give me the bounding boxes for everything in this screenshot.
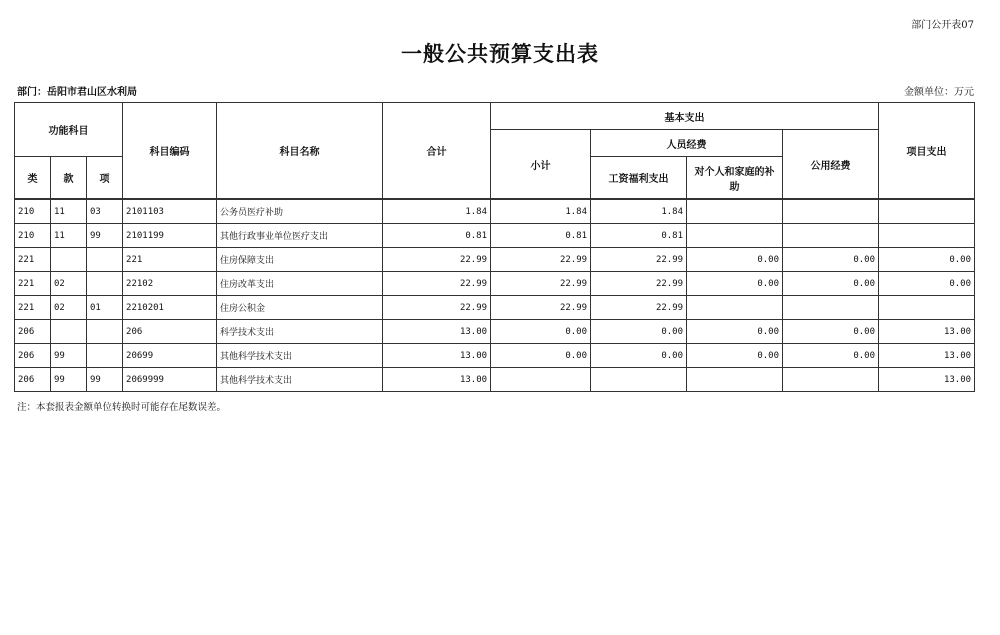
- cell-total: 1.84: [383, 200, 491, 224]
- cell-family: 0.00: [687, 320, 783, 344]
- cell-public: 0.00: [783, 248, 879, 272]
- header-xiang: 项: [87, 157, 123, 199]
- cell-family: [687, 296, 783, 320]
- cell-project: [879, 224, 975, 248]
- table-row: [15, 224, 975, 248]
- cell-public: [783, 368, 879, 392]
- cell-code: 2069999: [123, 368, 217, 392]
- cell-project: 0.00: [879, 272, 975, 296]
- header-kuan: 款: [51, 157, 87, 199]
- cell-kuan: 99: [51, 368, 87, 392]
- cell-total: 13.00: [383, 368, 491, 392]
- cell-xiang: 99: [87, 224, 123, 248]
- cell-project: 0.00: [879, 248, 975, 272]
- cell-subtotal: 22.99: [491, 272, 591, 296]
- cell-name: 其他科学技术支出: [217, 344, 383, 368]
- cell-wages: 22.99: [591, 296, 687, 320]
- cell-project: [879, 200, 975, 224]
- cell-code: 2101199: [123, 224, 217, 248]
- cell-kuan: [51, 320, 87, 344]
- cell-wages: 1.84: [591, 200, 687, 224]
- cell-subtotal: 22.99: [491, 296, 591, 320]
- table-row: [15, 272, 975, 296]
- cell-public: [783, 200, 879, 224]
- cell-class: 210: [15, 200, 51, 224]
- cell-subtotal: 22.99: [491, 248, 591, 272]
- header-subtotal: 小计: [491, 130, 591, 199]
- header-func-subject: 功能科目: [15, 103, 123, 157]
- cell-subtotal: 1.84: [491, 200, 591, 224]
- cell-code: 22102: [123, 272, 217, 296]
- cell-class: 221: [15, 272, 51, 296]
- cell-code: 2101103: [123, 200, 217, 224]
- cell-public: 0.00: [783, 320, 879, 344]
- cell-subtotal: 0.00: [491, 320, 591, 344]
- cell-family: [687, 200, 783, 224]
- cell-kuan: [51, 248, 87, 272]
- cell-project: 13.00: [879, 320, 975, 344]
- cell-total: 22.99: [383, 272, 491, 296]
- header-personnel: 人员经费: [591, 130, 783, 157]
- table-row: [15, 368, 975, 392]
- cell-total: 0.81: [383, 224, 491, 248]
- cell-kuan: 99: [51, 344, 87, 368]
- budget-table: [14, 102, 975, 392]
- cell-xiang: [87, 272, 123, 296]
- table-row: [15, 248, 975, 272]
- form-code: 部门公开表07: [911, 20, 974, 31]
- cell-xiang: [87, 320, 123, 344]
- cell-project: 13.00: [879, 368, 975, 392]
- cell-project: 13.00: [879, 344, 975, 368]
- cell-code: 20699: [123, 344, 217, 368]
- cell-public: 0.00: [783, 272, 879, 296]
- cell-wages: 22.99: [591, 272, 687, 296]
- cell-wages: 22.99: [591, 248, 687, 272]
- cell-code: 2210201: [123, 296, 217, 320]
- cell-name: 住房公积金: [217, 296, 383, 320]
- cell-kuan: 11: [51, 224, 87, 248]
- cell-name: 其他行政事业单位医疗支出: [217, 224, 383, 248]
- cell-project: [879, 296, 975, 320]
- cell-kuan: 02: [51, 296, 87, 320]
- cell-family: [687, 224, 783, 248]
- header-public: 公用经费: [783, 130, 879, 199]
- cell-kuan: 02: [51, 272, 87, 296]
- cell-wages: [591, 368, 687, 392]
- cell-code: 206: [123, 320, 217, 344]
- cell-wages: 0.00: [591, 320, 687, 344]
- header-basic: 基本支出: [491, 103, 879, 130]
- header-name: 科目名称: [217, 103, 383, 199]
- cell-class: 206: [15, 368, 51, 392]
- cell-class: 221: [15, 248, 51, 272]
- header-total: 合计: [383, 103, 491, 199]
- cell-code: 221: [123, 248, 217, 272]
- cell-total: 13.00: [383, 344, 491, 368]
- cell-family: 0.00: [687, 344, 783, 368]
- cell-total: 13.00: [383, 320, 491, 344]
- footnote: 注：本套报表金额单位转换时可能存在尾数误差。: [17, 402, 227, 413]
- cell-kuan: 11: [51, 200, 87, 224]
- cell-class: 206: [15, 344, 51, 368]
- amount-unit-label: 金额单位：万元: [904, 87, 974, 98]
- table-row: [15, 200, 975, 224]
- cell-public: 0.00: [783, 344, 879, 368]
- cell-xiang: [87, 344, 123, 368]
- cell-total: 22.99: [383, 296, 491, 320]
- header-class: 类: [15, 157, 51, 199]
- department-label: 部门：岳阳市君山区水利局: [17, 87, 137, 98]
- cell-public: [783, 296, 879, 320]
- cell-total: 22.99: [383, 248, 491, 272]
- cell-xiang: 99: [87, 368, 123, 392]
- cell-name: 住房改革支出: [217, 272, 383, 296]
- cell-class: 221: [15, 296, 51, 320]
- cell-xiang: 03: [87, 200, 123, 224]
- table-row: [15, 344, 975, 368]
- header-family: 对个人和家庭的补助: [687, 157, 783, 199]
- cell-family: [687, 368, 783, 392]
- cell-family: 0.00: [687, 248, 783, 272]
- cell-name: 其他科学技术支出: [217, 368, 383, 392]
- cell-xiang: [87, 248, 123, 272]
- cell-subtotal: [491, 368, 591, 392]
- cell-class: 206: [15, 320, 51, 344]
- cell-xiang: 01: [87, 296, 123, 320]
- header-wages: 工资福利支出: [591, 157, 687, 199]
- cell-name: 科学技术支出: [217, 320, 383, 344]
- cell-family: 0.00: [687, 272, 783, 296]
- header-code: 科目编码: [123, 103, 217, 199]
- cell-class: 210: [15, 224, 51, 248]
- page-title: 一般公共预算支出表: [401, 41, 599, 66]
- cell-wages: 0.00: [591, 344, 687, 368]
- cell-public: [783, 224, 879, 248]
- cell-subtotal: 0.00: [491, 344, 591, 368]
- header-project: 项目支出: [879, 103, 975, 199]
- table-row: [15, 320, 975, 344]
- cell-wages: 0.81: [591, 224, 687, 248]
- cell-name: 住房保障支出: [217, 248, 383, 272]
- table-row: [15, 296, 975, 320]
- cell-subtotal: 0.81: [491, 224, 591, 248]
- cell-name: 公务员医疗补助: [217, 200, 383, 224]
